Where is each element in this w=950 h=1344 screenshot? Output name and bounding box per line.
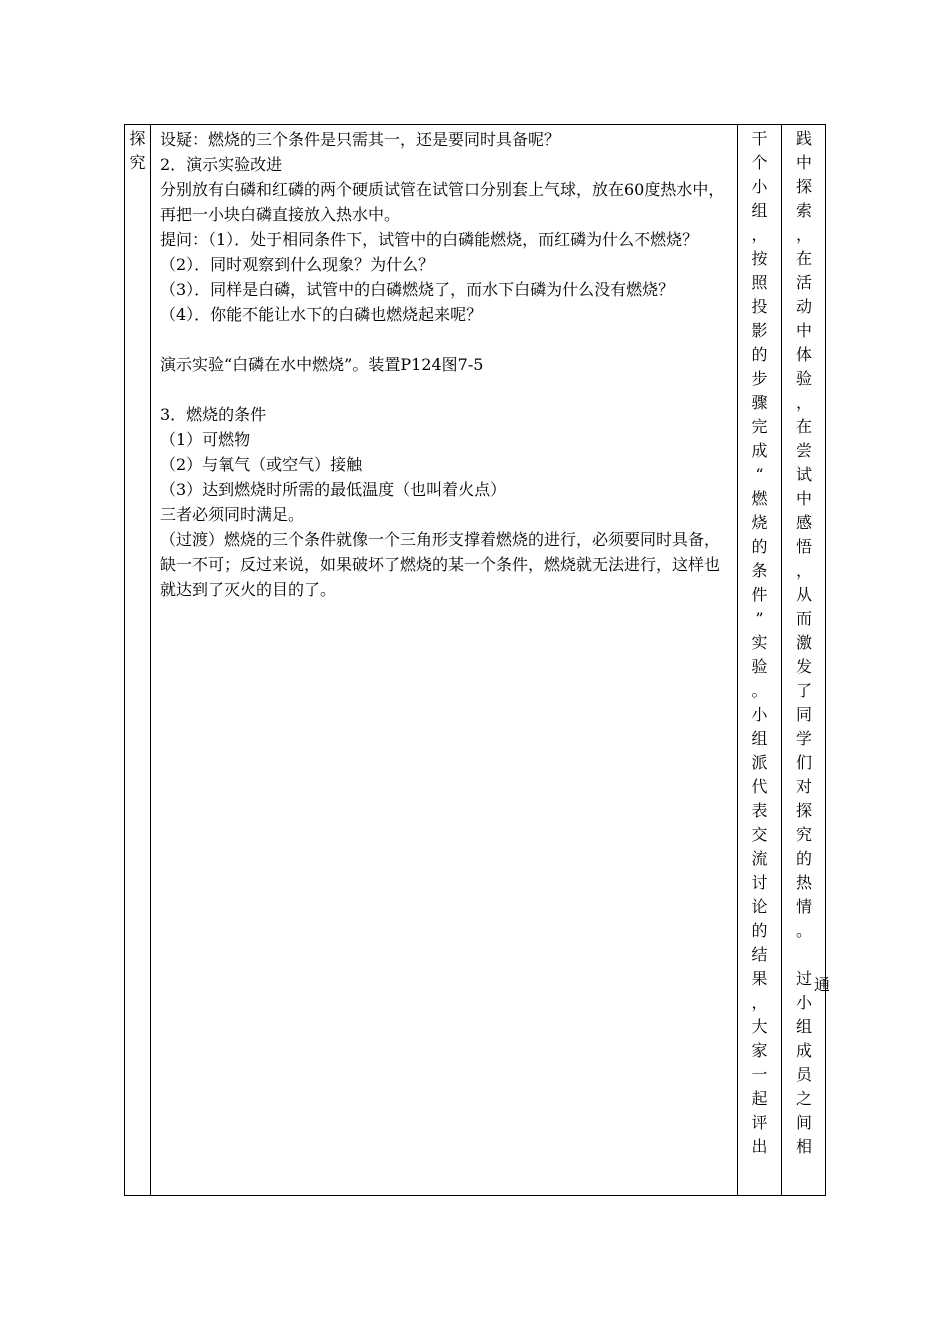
intent-char <box>782 943 826 967</box>
intent-char: 试 <box>795 465 812 484</box>
student-char: 验 <box>751 657 768 676</box>
student-char: 完 <box>751 417 768 436</box>
design-intent-column <box>782 125 831 1195</box>
student-char: 代 <box>751 777 768 796</box>
intent-char: 成 <box>795 1041 812 1060</box>
student-char: 果 <box>751 969 768 988</box>
student-char: 实 <box>751 633 768 652</box>
text-line: 3．燃烧的条件 <box>160 405 267 424</box>
student-char: 步 <box>751 369 768 388</box>
intent-char: 而 <box>795 609 812 628</box>
student-char: 出 <box>751 1137 768 1156</box>
text-line: 设疑：燃烧的三个条件是只需其一，还是要同时具备呢？ <box>160 130 561 149</box>
student-char: 流 <box>751 849 768 868</box>
blank-line <box>160 327 729 352</box>
student-char: 影 <box>751 321 768 340</box>
text-line: （3）．同样是白磷，试管中的白磷燃烧了，而水下白磷为什么没有燃烧？ <box>160 280 675 299</box>
text-line: 分别放有白磷和红磷的两个硬质试管在试管口分别套上气球，放在60度热水中，再把一小块白磷直接放入热水中。 <box>160 180 725 224</box>
intent-char: 动 <box>795 297 812 316</box>
text-line: （2）．同时观察到什么现象？为什么？ <box>160 255 435 274</box>
intent-char: 中 <box>795 153 812 172</box>
design-intent-tail: 通 <box>814 975 831 994</box>
intent-char: 学 <box>795 729 812 748</box>
student-char: 烧 <box>751 513 768 532</box>
intent-char: 尝 <box>795 441 812 460</box>
text-line: 2．演示实验改进 <box>160 155 283 174</box>
stage-label <box>125 125 150 175</box>
blank-line <box>160 377 729 402</box>
text-line: （4）．你能不能让水下的白磷也燃烧起来呢？ <box>160 305 483 324</box>
student-char: 小 <box>751 177 768 196</box>
student-char: 讨 <box>751 873 768 892</box>
text-line: 提问：（1）．处于相同条件下，试管中的白磷能燃烧，而红磷为什么不燃烧？ <box>160 230 699 249</box>
student-char: 论 <box>751 897 768 916</box>
student-activity-column <box>738 125 781 1195</box>
student-char: 条 <box>751 561 768 580</box>
student-char: 燃 <box>751 489 768 508</box>
intent-char: 的 <box>795 849 812 868</box>
intent-char: 中 <box>795 489 812 508</box>
intent-char: 在 <box>795 417 812 436</box>
student-char: 骤 <box>751 393 768 412</box>
intent-char: 探 <box>795 177 812 196</box>
student-char: 干 <box>751 129 768 148</box>
student-char: 大 <box>751 1017 768 1036</box>
student-char: 成 <box>751 441 768 460</box>
lesson-table <box>124 124 831 1196</box>
intent-char: 之 <box>795 1089 812 1108</box>
student-char: 家 <box>751 1041 768 1060</box>
intent-char: ， <box>795 225 812 244</box>
intent-char: 小 <box>795 993 812 1012</box>
intent-char: 验 <box>795 369 812 388</box>
student-char: 的 <box>751 345 768 364</box>
intent-char: 究 <box>795 825 812 844</box>
text-line: 演示实验“白磷在水中燃烧”。装置P124图7-5 <box>160 355 484 374</box>
student-char: 。 <box>751 681 768 700</box>
intent-char: ， <box>795 393 812 412</box>
intent-char: 索 <box>795 201 812 220</box>
student-char: 件 <box>751 585 768 604</box>
student-char: 评 <box>751 1113 768 1132</box>
intent-char: 热 <box>795 873 812 892</box>
stage-char: 究 <box>129 153 146 172</box>
student-char: ， <box>751 225 768 244</box>
text-line: （过渡）燃烧的三个条件就像一个三角形支撑着燃烧的进行，必须要同时具备，缺一不可；反过来说，如果破坏了燃烧的某一个条件，燃烧就无法进行，这样也就达到了灭火的目的了。 <box>160 530 721 599</box>
text-line: （3）达到燃烧时所需的最低温度（也叫着火点） <box>160 480 507 499</box>
student-char: 照 <box>751 273 768 292</box>
student-char: 小 <box>751 705 768 724</box>
intent-char: 对 <box>795 777 812 796</box>
teacher-activity-column <box>151 125 737 1195</box>
design-intent-text <box>782 125 826 1159</box>
text-line: 三者必须同时满足。 <box>160 505 305 524</box>
intent-char: 活 <box>795 273 812 292</box>
student-char: 的 <box>751 537 768 556</box>
intent-char: 探 <box>795 801 812 820</box>
intent-char: 在 <box>795 249 812 268</box>
intent-char: 间 <box>795 1113 812 1132</box>
intent-char: 了 <box>795 681 812 700</box>
intent-char: 相 <box>795 1137 812 1156</box>
teacher-activity-text <box>151 125 737 602</box>
student-char: 表 <box>751 801 768 820</box>
intent-char: 中 <box>795 321 812 340</box>
student-char: 投 <box>751 297 768 316</box>
student-char: 起 <box>751 1089 768 1108</box>
student-char: ” <box>755 609 764 628</box>
intent-char: 情 <box>795 897 812 916</box>
student-char: “ <box>755 465 764 484</box>
intent-char: 同 <box>795 705 812 724</box>
intent-char: 们 <box>795 753 812 772</box>
intent-char: 激 <box>795 633 812 652</box>
student-char: 结 <box>751 945 768 964</box>
intent-char: 。 <box>795 921 812 940</box>
intent-char: ， <box>795 561 812 580</box>
student-char: 的 <box>751 921 768 940</box>
student-char: 组 <box>751 201 768 220</box>
student-char: 交 <box>751 825 768 844</box>
text-line: （1）可燃物 <box>160 430 251 449</box>
intent-char: 员 <box>795 1065 812 1084</box>
intent-char: 过 <box>795 969 812 988</box>
student-char: ， <box>751 993 768 1012</box>
intent-char: 组 <box>795 1017 812 1036</box>
student-char: 一 <box>751 1065 768 1084</box>
stage-column <box>125 125 150 1195</box>
intent-char: 体 <box>795 345 812 364</box>
student-char: 个 <box>751 153 768 172</box>
intent-char: 发 <box>795 657 812 676</box>
text-line: （2）与氧气（或空气）接触 <box>160 455 363 474</box>
intent-char: 从 <box>795 585 812 604</box>
student-char: 组 <box>751 729 768 748</box>
stage-char: 探 <box>129 129 146 148</box>
intent-char: 悟 <box>795 537 812 556</box>
intent-char: 践 <box>795 129 812 148</box>
student-char: 派 <box>751 753 768 772</box>
student-activity-text <box>738 125 781 1159</box>
student-char: 按 <box>751 249 768 268</box>
intent-char: 感 <box>795 513 812 532</box>
